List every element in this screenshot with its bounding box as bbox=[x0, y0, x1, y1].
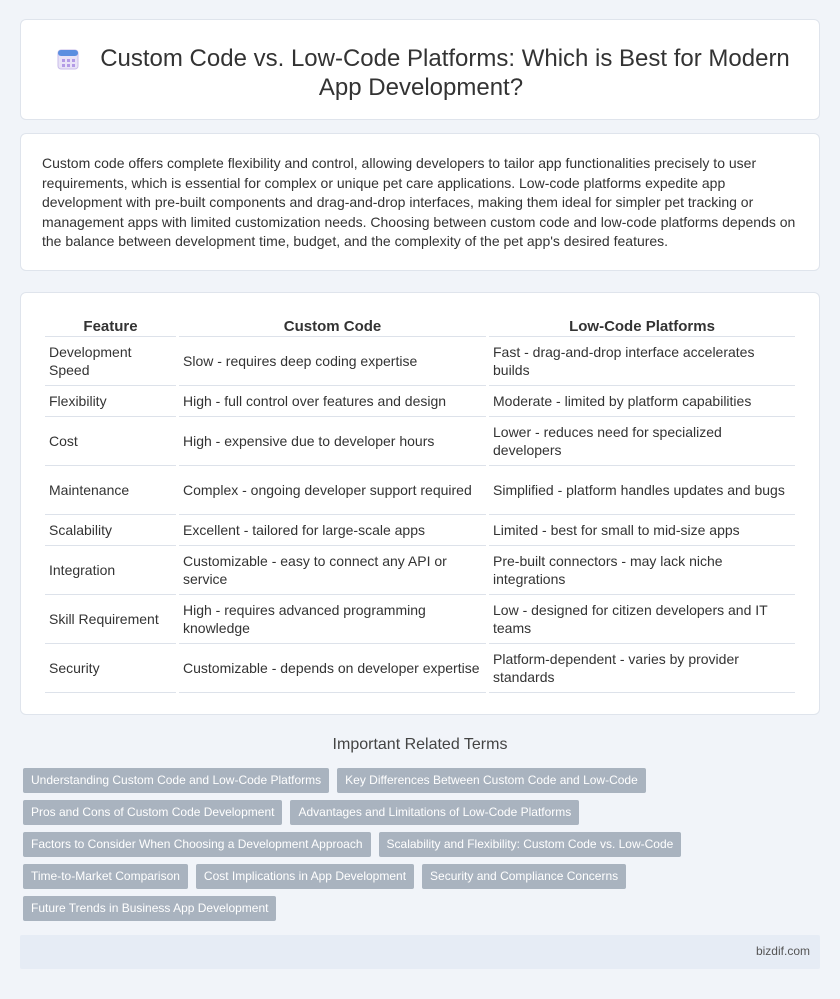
custom-code-cell: High - requires advanced programming knowledge bbox=[179, 595, 486, 644]
custom-code-cell: Complex - ongoing developer support required bbox=[179, 466, 486, 515]
related-term-tag[interactable]: Security and Compliance Concerns bbox=[422, 864, 626, 889]
feature-cell: Integration bbox=[45, 546, 176, 595]
low-code-cell: Moderate - limited by platform capabilities bbox=[489, 386, 795, 417]
low-code-cell: Platform-dependent - varies by provider standards bbox=[489, 644, 795, 693]
low-code-cell: Lower - reduces need for specialized developers bbox=[489, 417, 795, 466]
custom-code-cell: Customizable - depends on developer expertise bbox=[179, 644, 486, 693]
low-code-cell: Pre-built connectors - may lack niche integrations bbox=[489, 546, 795, 595]
custom-code-cell: Customizable - easy to connect any API or service bbox=[179, 546, 486, 595]
feature-cell: Maintenance bbox=[45, 466, 176, 515]
related-term-tag[interactable]: Scalability and Flexibility: Custom Code vs. Low-Code bbox=[379, 832, 682, 857]
table-row bbox=[45, 644, 795, 693]
feature-cell: Scalability bbox=[45, 515, 176, 546]
related-term-tag[interactable]: Cost Implications in App Development bbox=[196, 864, 414, 889]
table-header-row bbox=[45, 315, 795, 337]
tag-row bbox=[23, 800, 813, 825]
table-row bbox=[45, 386, 795, 417]
header-low-code: Low-Code Platforms bbox=[489, 315, 795, 337]
comparison-table-card bbox=[20, 292, 820, 715]
low-code-cell: Simplified - platform handles updates and bugs bbox=[489, 466, 795, 515]
tag-row bbox=[23, 768, 813, 793]
feature-cell: Flexibility bbox=[45, 386, 176, 417]
table-row bbox=[45, 417, 795, 466]
low-code-cell: Limited - best for small to mid-size apps bbox=[489, 515, 795, 546]
footer-brand[interactable]: bizdif.com bbox=[755, 944, 810, 958]
page-title bbox=[21, 44, 821, 102]
tag-row bbox=[23, 896, 813, 921]
header-card bbox=[20, 19, 820, 120]
related-term-tag[interactable]: Pros and Cons of Custom Code Development bbox=[23, 800, 282, 825]
related-term-tag[interactable]: Time-to-Market Comparison bbox=[23, 864, 188, 889]
title-wrap bbox=[21, 44, 821, 102]
page-title-line2: App Development? bbox=[318, 74, 524, 101]
related-term-tag[interactable]: Future Trends in Business App Development bbox=[23, 896, 276, 921]
related-term-tag[interactable]: Advantages and Limitations of Low-Code Platforms bbox=[290, 800, 579, 825]
related-term-tag[interactable]: Factors to Consider When Choosing a Development Approach bbox=[23, 832, 371, 857]
related-term-tag[interactable]: Understanding Custom Code and Low-Code Platforms bbox=[23, 768, 329, 793]
custom-code-cell: Excellent - tailored for large-scale apps bbox=[179, 515, 486, 546]
table-row bbox=[45, 515, 795, 546]
custom-code-cell: High - expensive due to developer hours bbox=[179, 417, 486, 466]
related-terms-tags bbox=[23, 768, 813, 928]
header-custom-code: Custom Code bbox=[179, 315, 486, 337]
intro-card bbox=[20, 133, 820, 271]
feature-cell: Security bbox=[45, 644, 176, 693]
custom-code-cell: High - full control over features and design bbox=[179, 386, 486, 417]
footer bbox=[20, 935, 820, 969]
tag-row bbox=[23, 832, 813, 857]
table-row bbox=[45, 466, 795, 515]
custom-code-cell: Slow - requires deep coding expertise bbox=[179, 337, 486, 386]
feature-cell: Cost bbox=[45, 417, 176, 466]
header-feature: Feature bbox=[45, 315, 176, 337]
calendar-icon bbox=[57, 47, 79, 71]
page-title-line1: Custom Code vs. Low-Code Platforms: Which is Best for Modern bbox=[100, 45, 790, 72]
low-code-cell: Fast - drag-and-drop interface accelerates builds bbox=[489, 337, 795, 386]
low-code-cell: Low - designed for citizen developers and IT teams bbox=[489, 595, 795, 644]
related-term-tag[interactable]: Key Differences Between Custom Code and Low-Code bbox=[337, 768, 646, 793]
comparison-table bbox=[42, 315, 798, 693]
tag-row bbox=[23, 864, 813, 889]
table-row bbox=[45, 595, 795, 644]
table-row bbox=[45, 337, 795, 386]
related-terms-title: Important Related Terms bbox=[332, 736, 508, 753]
feature-cell: Skill Requirement bbox=[45, 595, 176, 644]
feature-cell: Development Speed bbox=[45, 337, 176, 386]
intro-text: Custom code offers complete flexibility and control, allowing developers to tailor app functionalities precisely to user requirements, which is essential for complex or unique pet care applications. Low-code platforms expedite app development with pre-built components and drag-and-drop interfaces, making them ideal for simpler pet tracking or management apps with limited customization needs. Choosing between custom code and low-code platforms depends on the balance between development time, budget, and the complexity of the pet app's desired features. bbox=[42, 155, 796, 249]
table-row bbox=[45, 546, 795, 595]
